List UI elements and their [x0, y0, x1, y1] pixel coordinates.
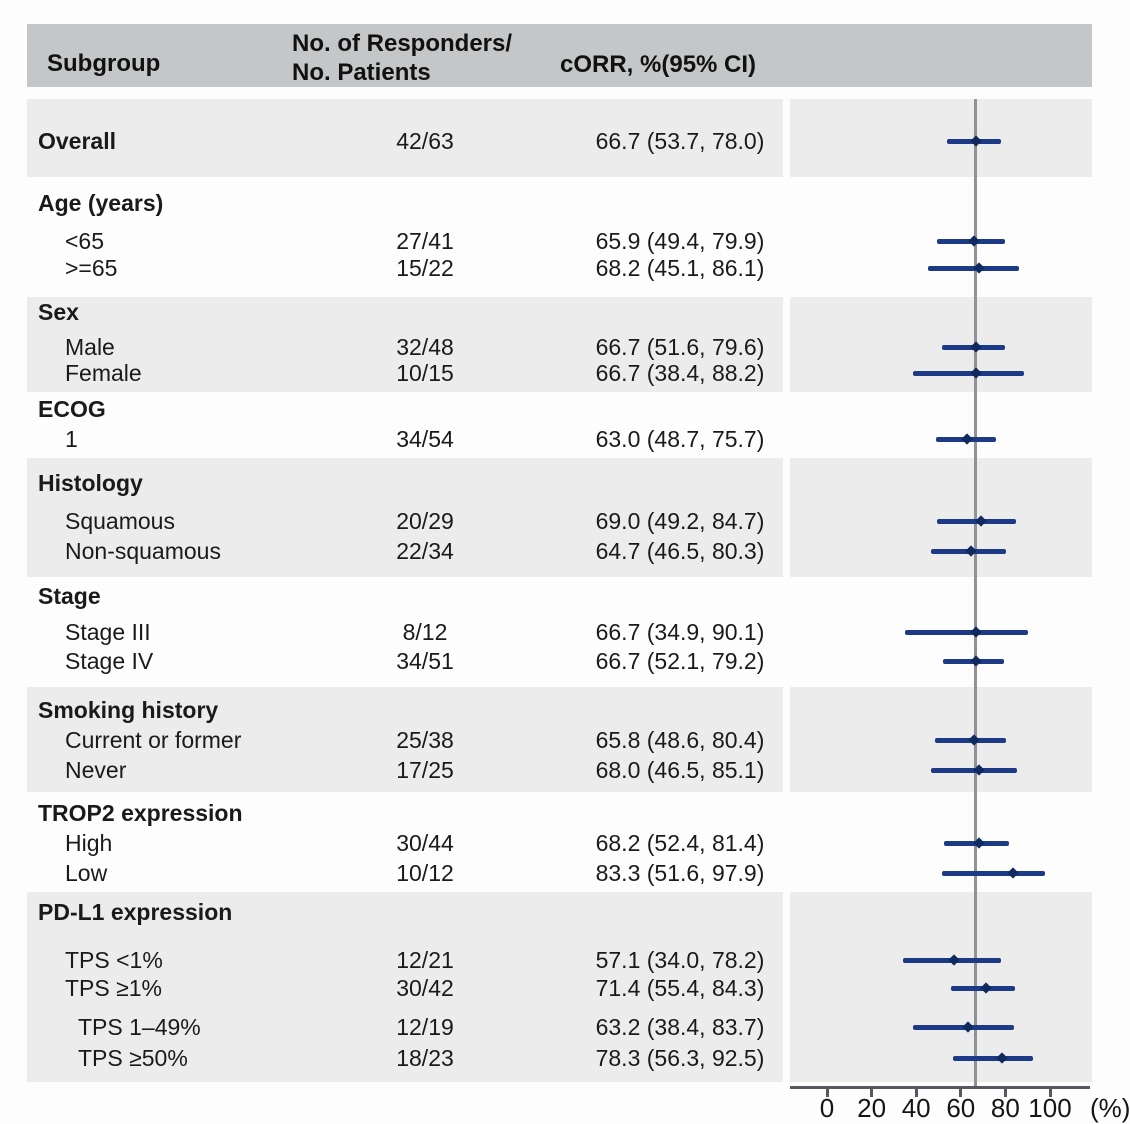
section-title: Age (years) — [38, 190, 164, 216]
responders-value: 30/44 — [396, 830, 454, 856]
corr-value: 83.3 (51.6, 97.9) — [595, 860, 765, 886]
corr-value: 63.2 (38.4, 83.7) — [595, 1014, 765, 1040]
section-title: Smoking history — [38, 697, 219, 723]
corr-value: 66.7 (51.6, 79.6) — [595, 334, 765, 360]
corr-value: 57.1 (34.0, 78.2) — [595, 947, 765, 973]
responders-value: 20/29 — [396, 508, 454, 534]
section-plot-band — [790, 392, 1092, 458]
section-title: ECOG — [38, 396, 106, 422]
responders-value: 15/22 — [396, 255, 454, 281]
corr-value: 66.7 (34.9, 90.1) — [595, 619, 765, 645]
ci-bar — [905, 630, 1028, 635]
row-label: 1 — [65, 426, 78, 452]
responders-value: 18/23 — [396, 1045, 454, 1071]
row-label: Stage III — [65, 619, 151, 645]
responders-value: 32/48 — [396, 334, 454, 360]
responders-value: 10/12 — [396, 860, 454, 886]
column-header-corr: cORR, %(95% CI) — [560, 51, 757, 78]
ci-bar — [942, 871, 1045, 876]
section-title: TROP2 expression — [38, 800, 243, 826]
section-plot-band — [790, 177, 1092, 297]
section-plot-band — [790, 458, 1092, 577]
ci-bar — [913, 371, 1024, 376]
responders-value: 34/51 — [396, 648, 454, 674]
row-label: Male — [65, 334, 115, 360]
ci-bar — [953, 1056, 1034, 1061]
corr-value: 68.2 (45.1, 86.1) — [595, 255, 765, 281]
responders-value: 17/25 — [396, 757, 454, 783]
section-title: Stage — [38, 583, 101, 609]
reference-line — [974, 99, 977, 1087]
axis-tick-label: 60 — [946, 1093, 976, 1123]
row-label: High — [65, 830, 113, 856]
column-header-responders-line1: No. of Responders/ — [292, 30, 513, 57]
responders-value: 34/54 — [396, 426, 454, 452]
row-label: TPS <1% — [65, 947, 163, 973]
corr-value: 71.4 (55.4, 84.3) — [595, 975, 765, 1001]
section-plot-band — [790, 99, 1092, 177]
row-label: Never — [65, 757, 127, 783]
section-plot-band — [790, 297, 1092, 392]
x-axis-unit-label: (%) — [1090, 1093, 1130, 1123]
responders-value: 22/34 — [396, 538, 454, 564]
responders-value: 25/38 — [396, 727, 454, 753]
section-plot-band — [790, 792, 1092, 892]
corr-value: 66.7 (52.1, 79.2) — [595, 648, 765, 674]
row-label: >=65 — [65, 255, 118, 281]
row-label: Current or former — [65, 727, 242, 753]
row-label: Female — [65, 360, 142, 386]
corr-value: 65.8 (48.6, 80.4) — [595, 727, 765, 753]
responders-value: 27/41 — [396, 228, 454, 254]
axis-tick-label: 20 — [857, 1093, 887, 1123]
axis-tick-label: 0 — [819, 1093, 835, 1123]
row-label: Squamous — [65, 508, 175, 534]
responders-value: 42/63 — [396, 128, 454, 154]
row-label: TPS ≥50% — [78, 1045, 188, 1071]
axis-tick-label: 80 — [990, 1093, 1020, 1123]
section-title: Sex — [38, 299, 79, 325]
row-label: Non-squamous — [65, 538, 221, 564]
corr-value: 63.0 (48.7, 75.7) — [595, 426, 765, 452]
corr-value: 64.7 (46.5, 80.3) — [595, 538, 765, 564]
responders-value: 8/12 — [402, 619, 448, 645]
row-label: Low — [65, 860, 108, 886]
column-header-subgroup: Subgroup — [47, 50, 161, 77]
row-label: Stage IV — [65, 648, 154, 674]
section-title: PD-L1 expression — [38, 899, 233, 925]
corr-value: 65.9 (49.4, 79.9) — [595, 228, 765, 254]
responders-value: 10/15 — [396, 360, 454, 386]
responders-value: 30/42 — [396, 975, 454, 1001]
corr-value: 66.7 (53.7, 78.0) — [595, 128, 765, 154]
corr-value: 69.0 (49.2, 84.7) — [595, 508, 765, 534]
corr-value: 68.0 (46.5, 85.1) — [595, 757, 765, 783]
corr-value: 78.3 (56.3, 92.5) — [595, 1045, 765, 1071]
responders-value: 12/19 — [396, 1014, 454, 1040]
section-title: Histology — [38, 470, 143, 496]
corr-value: 66.7 (38.4, 88.2) — [595, 360, 765, 386]
column-header-responders-line2: No. Patients — [292, 59, 431, 86]
row-label: Overall — [38, 128, 116, 154]
responders-value: 12/21 — [396, 947, 454, 973]
row-label: <65 — [65, 228, 105, 254]
axis-tick-label: 100 — [1028, 1093, 1072, 1123]
row-label: TPS ≥1% — [65, 975, 162, 1001]
row-label: TPS 1–49% — [78, 1014, 201, 1040]
axis-tick-label: 40 — [901, 1093, 931, 1123]
section-plot-band — [790, 892, 1092, 1082]
corr-value: 68.2 (52.4, 81.4) — [595, 830, 765, 856]
x-axis-line — [790, 1086, 1090, 1089]
